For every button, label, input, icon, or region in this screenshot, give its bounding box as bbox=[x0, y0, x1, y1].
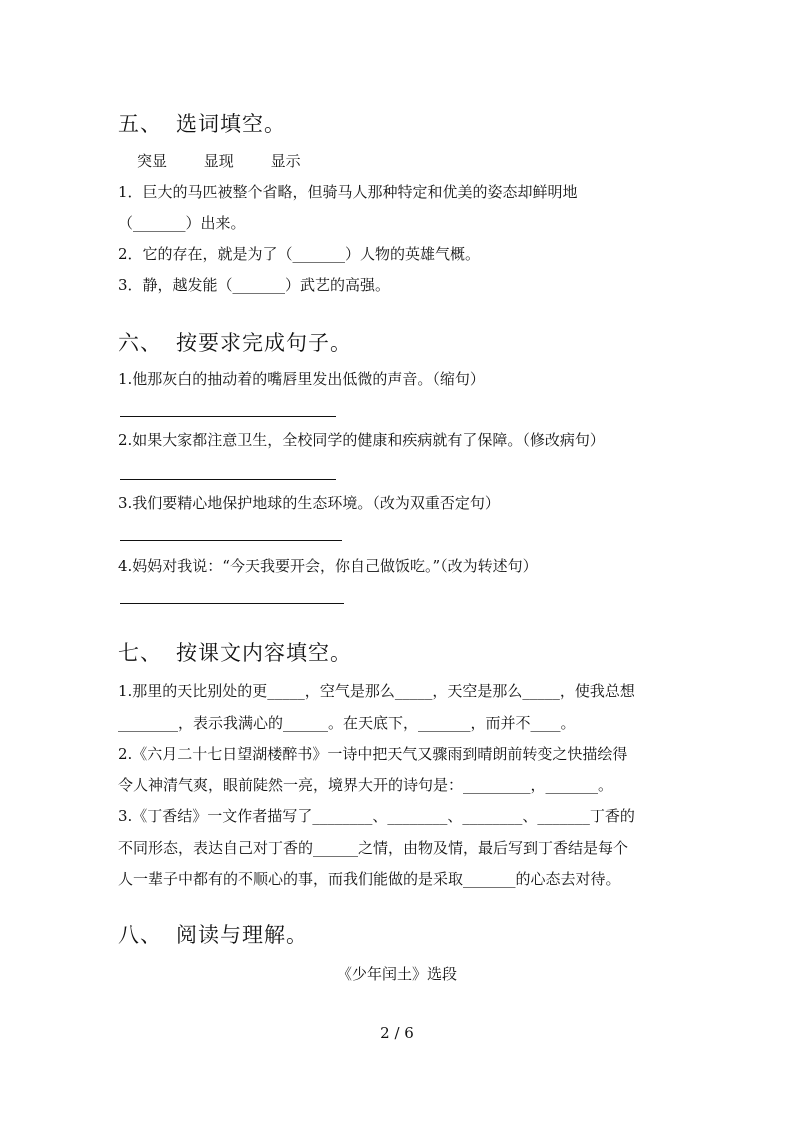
section-7-heading bbox=[118, 637, 352, 667]
section-5-title: 选词填空。 bbox=[176, 112, 286, 136]
answer-line bbox=[120, 603, 344, 604]
fill-question-3: 3．静，越发能（_______）武艺的高强。 bbox=[118, 276, 391, 294]
answer-line bbox=[120, 540, 342, 541]
sentence-question-1: 1.他那灰白的抽动着的嘴唇里发出低微的声音。（缩句） bbox=[118, 370, 485, 388]
section-5-heading bbox=[118, 108, 286, 138]
recall-question-1: 1.那里的天比别处的更_____，空气是那么_____，天空是那么_____，使我总想 bbox=[118, 682, 635, 700]
fill-question-2: 2．它的存在，就是为了（_______）人物的英雄气概。 bbox=[118, 245, 481, 263]
sentence-question-3: 3.我们要精心地保护地球的生态环境。（改为双重否定句） bbox=[118, 494, 500, 512]
recall-question-3: 3.《丁香结》一文作者描写了________、________、________、_______丁香的 bbox=[118, 807, 635, 825]
word-choice: 突显 bbox=[137, 152, 168, 170]
section-8-title: 阅读与理解。 bbox=[176, 923, 308, 947]
word-choice: 显现 bbox=[203, 152, 234, 170]
passage-title: 《少年闰土》选段 bbox=[336, 965, 457, 983]
recall-question-1-continued: ________，表示我满心的______。在天底下，_______，而并不____。 bbox=[118, 714, 576, 732]
recall-question-3-continued: 不同形态，表达自己对丁香的______之情，由物及情，最后写到丁香结是每个 bbox=[118, 839, 629, 857]
recall-question-2-continued: 令人神清气爽，眼前陡然一亮，境界大开的诗句是：_________，_______。 bbox=[118, 776, 614, 794]
fill-question-1: 1．巨大的马匹被整个省略，但骑马人那种特定和优美的姿态却鲜明地 bbox=[118, 183, 578, 201]
section-6-number: 六、 bbox=[118, 331, 162, 355]
word-choice: 显示 bbox=[270, 152, 301, 170]
page-number: 2 / 6 bbox=[380, 1024, 414, 1042]
section-7-number: 七、 bbox=[118, 641, 162, 665]
section-8-heading bbox=[118, 919, 308, 949]
answer-line bbox=[120, 479, 336, 480]
section-5-number: 五、 bbox=[118, 112, 162, 136]
sentence-question-2: 2.如果大家都注意卫生，全校同学的健康和疾病就有了保障。（修改病句） bbox=[118, 431, 605, 449]
recall-question-2: 2.《六月二十七日望湖楼醉书》一诗中把天气又骤雨到晴朗前转变之快描绘得 bbox=[118, 745, 628, 763]
section-6-heading bbox=[118, 327, 352, 357]
section-6-title: 按要求完成句子。 bbox=[176, 331, 352, 355]
section-7-title: 按课文内容填空。 bbox=[176, 641, 352, 665]
word-choices bbox=[137, 150, 333, 171]
fill-question-1-continued: （_______）出来。 bbox=[118, 214, 246, 232]
recall-question-3-end: 人一辈子中都有的不顺心的事，而我们能做的是采取_______的心态去对待。 bbox=[118, 870, 621, 888]
section-8-number: 八、 bbox=[118, 923, 162, 947]
answer-line bbox=[120, 416, 336, 417]
sentence-question-4: 4.妈妈对我说：“今天我要开会，你自己做饭吃。”（改为转述句） bbox=[118, 557, 538, 575]
